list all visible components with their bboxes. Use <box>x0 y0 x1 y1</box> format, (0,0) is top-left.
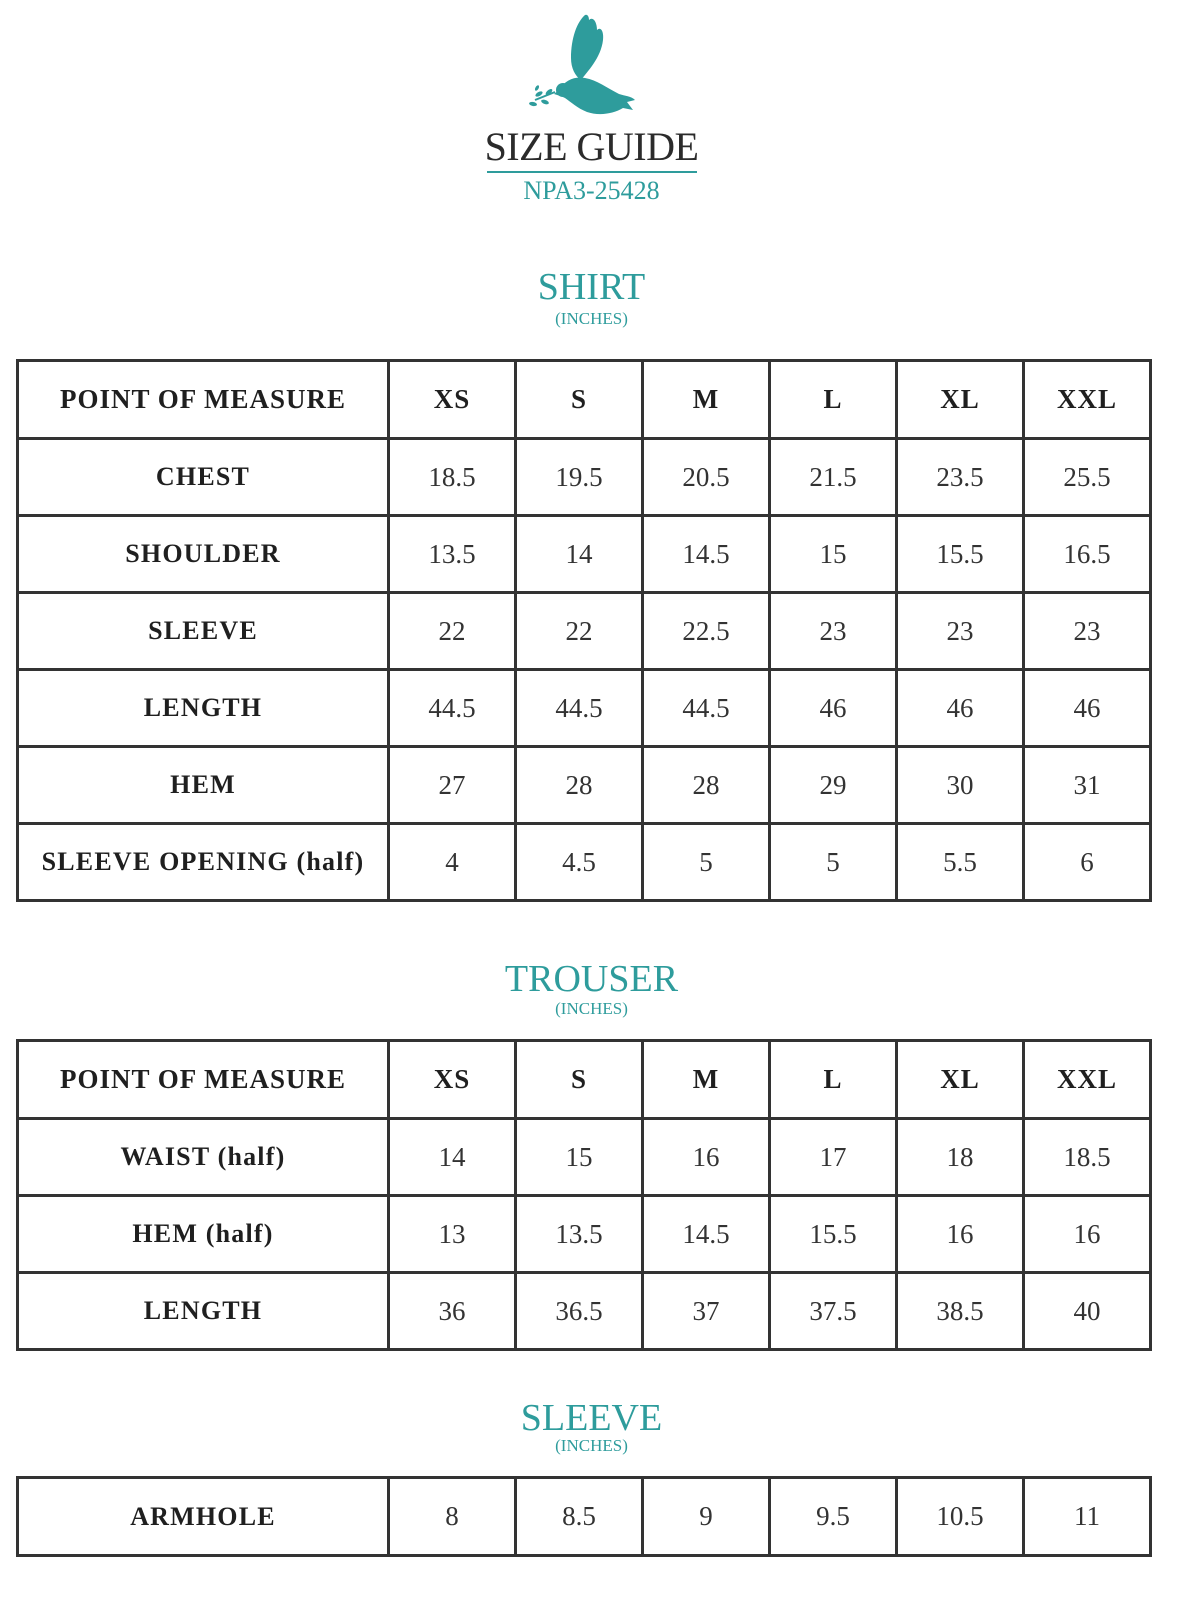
header-size-l: L <box>770 361 897 439</box>
cell-value: 16 <box>1024 1196 1151 1273</box>
table-row <box>18 1196 1151 1273</box>
cell-value: 20.5 <box>643 439 770 516</box>
cell-value: 36 <box>389 1273 516 1350</box>
product-code: NPA3-25428 <box>523 176 660 205</box>
cell-value: 23 <box>770 593 897 670</box>
cell-value: 22 <box>389 593 516 670</box>
cell-value: 25.5 <box>1024 439 1151 516</box>
cell-value: 15.5 <box>897 516 1024 593</box>
table-header-row <box>18 1041 1151 1119</box>
cell-value: 30 <box>897 747 1024 824</box>
trouser-size-table <box>16 1039 1152 1351</box>
cell-value: 37.5 <box>770 1273 897 1350</box>
row-label: LENGTH <box>18 1273 389 1350</box>
table-row <box>18 747 1151 824</box>
row-label: LENGTH <box>18 670 389 747</box>
cell-value: 44.5 <box>516 670 643 747</box>
table-row <box>18 1273 1151 1350</box>
header-size-m: M <box>643 1041 770 1119</box>
cell-value: 38.5 <box>897 1273 1024 1350</box>
sleeve-section-unit: (INCHES) <box>555 1436 628 1455</box>
cell-value: 46 <box>1024 670 1151 747</box>
cell-value: 23.5 <box>897 439 1024 516</box>
cell-value: 5 <box>770 824 897 901</box>
header-size-s: S <box>516 1041 643 1119</box>
cell-value: 28 <box>643 747 770 824</box>
cell-value: 27 <box>389 747 516 824</box>
row-label: SLEEVE <box>18 593 389 670</box>
cell-value: 16.5 <box>1024 516 1151 593</box>
cell-value: 5 <box>643 824 770 901</box>
header-point-of-measure: POINT OF MEASURE <box>18 361 389 439</box>
header-size-l: L <box>770 1041 897 1119</box>
cell-value: 13.5 <box>516 1196 643 1273</box>
row-label: HEM (half) <box>18 1196 389 1273</box>
cell-value: 46 <box>897 670 1024 747</box>
cell-value: 14.5 <box>643 516 770 593</box>
row-label: SLEEVE OPENING (half) <box>18 824 389 901</box>
row-label: HEM <box>18 747 389 824</box>
cell-value: 14 <box>516 516 643 593</box>
cell-value: 8.5 <box>516 1478 643 1556</box>
cell-value: 15 <box>516 1119 643 1196</box>
table-row <box>18 1478 1151 1556</box>
cell-value: 15 <box>770 516 897 593</box>
cell-value: 4.5 <box>516 824 643 901</box>
row-label: CHEST <box>18 439 389 516</box>
header-size-m: M <box>643 361 770 439</box>
header-size-xxl: XXL <box>1024 1041 1151 1119</box>
cell-value: 11 <box>1024 1478 1151 1556</box>
cell-value: 16 <box>897 1196 1024 1273</box>
title-underline <box>487 171 697 173</box>
cell-value: 23 <box>897 593 1024 670</box>
header-point-of-measure: POINT OF MEASURE <box>18 1041 389 1119</box>
table-row <box>18 516 1151 593</box>
cell-value: 19.5 <box>516 439 643 516</box>
shirt-size-table <box>16 359 1152 902</box>
header-size-s: S <box>516 361 643 439</box>
cell-value: 6 <box>1024 824 1151 901</box>
cell-value: 37 <box>643 1273 770 1350</box>
cell-value: 31 <box>1024 747 1151 824</box>
cell-value: 36.5 <box>516 1273 643 1350</box>
table-header-row <box>18 361 1151 439</box>
cell-value: 23 <box>1024 593 1151 670</box>
cell-value: 9.5 <box>770 1478 897 1556</box>
table-row <box>18 824 1151 901</box>
header-size-xl: XL <box>897 1041 1024 1119</box>
cell-value: 9 <box>643 1478 770 1556</box>
cell-value: 40 <box>1024 1273 1151 1350</box>
cell-value: 22.5 <box>643 593 770 670</box>
cell-value: 13 <box>389 1196 516 1273</box>
cell-value: 18.5 <box>389 439 516 516</box>
shirt-section-title: SHIRT <box>537 266 646 308</box>
trouser-section-title: TROUSER <box>504 958 679 1000</box>
table-row <box>18 593 1151 670</box>
cell-value: 13.5 <box>389 516 516 593</box>
cell-value: 16 <box>643 1119 770 1196</box>
row-label: SHOULDER <box>18 516 389 593</box>
header-size-xs: XS <box>389 361 516 439</box>
cell-value: 15.5 <box>770 1196 897 1273</box>
page-title: SIZE GUIDE <box>484 124 699 169</box>
cell-value: 8 <box>389 1478 516 1556</box>
trouser-section-unit: (INCHES) <box>555 999 628 1018</box>
cell-value: 4 <box>389 824 516 901</box>
cell-value: 22 <box>516 593 643 670</box>
shirt-section-unit: (INCHES) <box>555 309 628 328</box>
cell-value: 44.5 <box>643 670 770 747</box>
sleeve-section-title: SLEEVE <box>520 1397 663 1439</box>
row-label: ARMHOLE <box>18 1478 389 1556</box>
table-row <box>18 439 1151 516</box>
dove-with-olive-branch-icon <box>527 10 637 130</box>
table-row <box>18 670 1151 747</box>
cell-value: 5.5 <box>897 824 1024 901</box>
cell-value: 46 <box>770 670 897 747</box>
cell-value: 14 <box>389 1119 516 1196</box>
size-guide-header <box>0 0 1183 215</box>
cell-value: 29 <box>770 747 897 824</box>
header-size-xs: XS <box>389 1041 516 1119</box>
sleeve-size-table <box>16 1476 1152 1557</box>
cell-value: 17 <box>770 1119 897 1196</box>
cell-value: 18.5 <box>1024 1119 1151 1196</box>
cell-value: 21.5 <box>770 439 897 516</box>
cell-value: 44.5 <box>389 670 516 747</box>
row-label: WAIST (half) <box>18 1119 389 1196</box>
cell-value: 14.5 <box>643 1196 770 1273</box>
cell-value: 10.5 <box>897 1478 1024 1556</box>
cell-value: 18 <box>897 1119 1024 1196</box>
header-size-xl: XL <box>897 361 1024 439</box>
cell-value: 28 <box>516 747 643 824</box>
table-row <box>18 1119 1151 1196</box>
header-size-xxl: XXL <box>1024 361 1151 439</box>
